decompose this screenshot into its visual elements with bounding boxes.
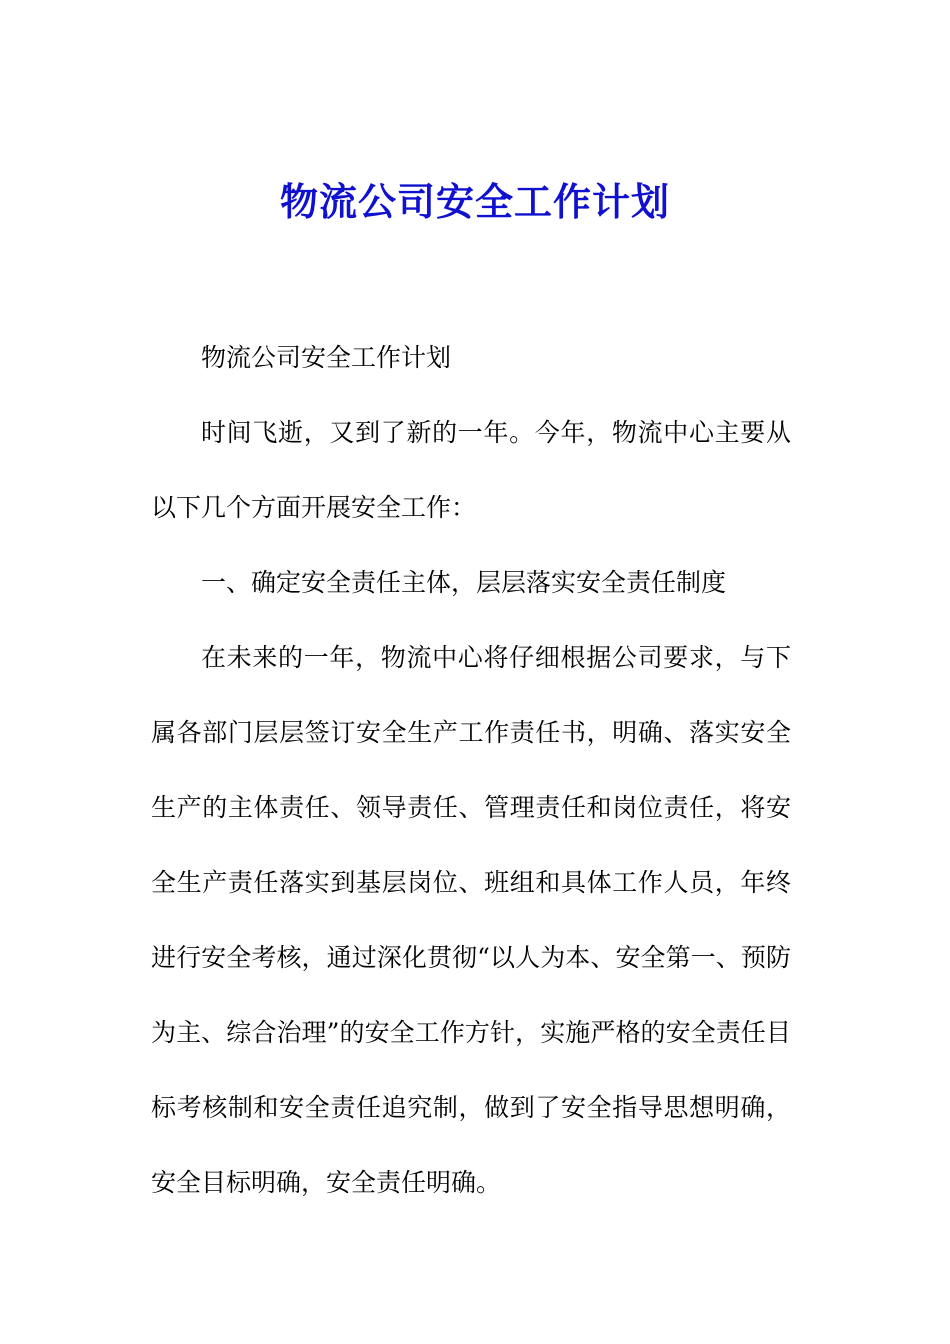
paragraph-section-body: 在未来的一年，物流中心将仔细根据公司要求，与下属各部门层层签订安全生产工作责任书，明确、落实安全生产的主体责任、领导责任、管理责任和岗位责任，将安全生产责任落实到基层岗位、班组和具体工作人员，年终进行安全考核，通过深化贯彻“以人为本、安全第一、预防为主、综合治理”的安全工作方针，实施严格的安全责任目标考核制和安全责任追究制，做到了安全指导思想明确，安全目标明确，安全责任明确。 (151, 643, 791, 1197)
paragraph-subtitle: 物流公司安全工作计划 (201, 343, 452, 372)
document-title: 物流公司安全工作计划 (279, 179, 670, 224)
document-body (151, 320, 791, 1220)
paragraph-section-heading: 一、确定安全责任主体，层层落实安全责任制度 (201, 568, 727, 597)
paragraph-intro: 时间飞逝，又到了新的一年。今年，物流中心主要从以下几个方面开展安全工作： (151, 418, 791, 522)
